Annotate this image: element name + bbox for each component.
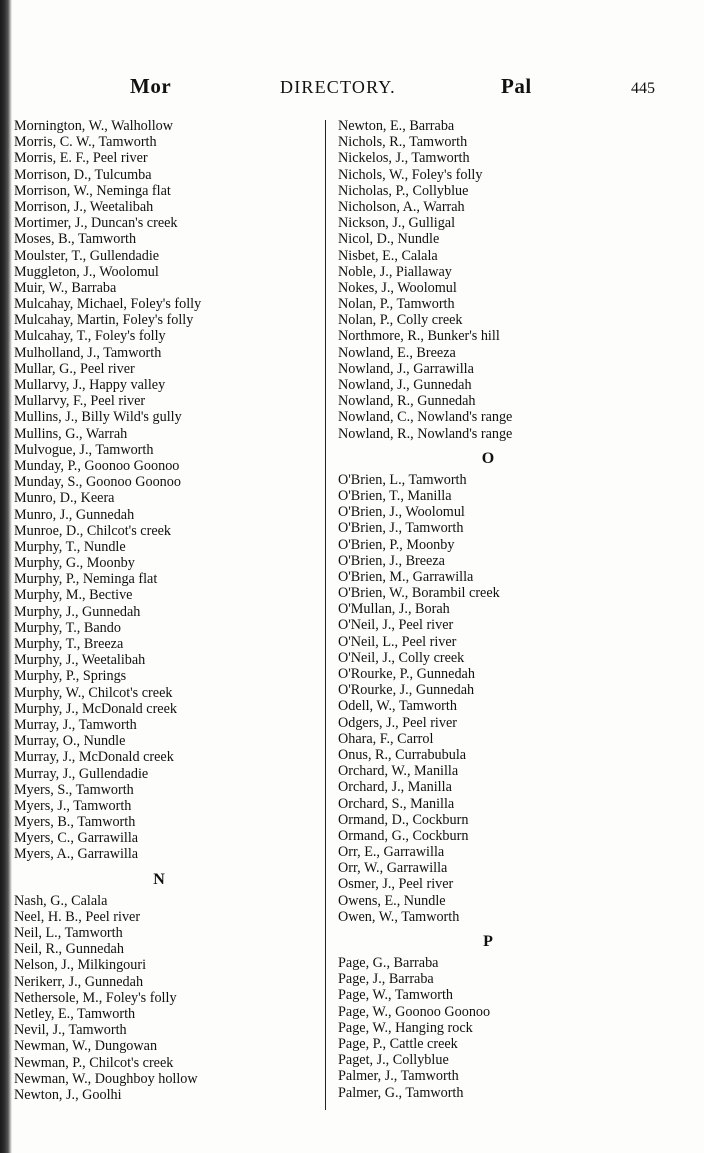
directory-entry: Nevil, J., Tamworth: [14, 1022, 127, 1039]
directory-entry: O'Rourke, P., Gunnedah: [338, 666, 475, 682]
directory-entry: O'Brien, J., Breeza: [338, 552, 445, 569]
directory-entry: Netley, E., Tamworth: [14, 1005, 136, 1022]
section-letter-p: P: [483, 933, 493, 950]
directory-entry: Onus, R., Currabubula: [338, 746, 467, 763]
directory-entry: Munroe, D., Chilcot's creek: [14, 522, 172, 539]
directory-entry: Nowland, R., Nowland's range: [338, 425, 513, 442]
directory-entry: Morrison, W., Neminga flat: [14, 182, 171, 199]
book-spine-shadow: [0, 0, 12, 1153]
directory-entry: O'Brien, J., Tamworth: [338, 520, 464, 537]
directory-entry: Mulcahay, T., Foley's folly: [14, 328, 166, 345]
directory-entry: Noble, J., Piallaway: [338, 263, 452, 280]
directory-entry: Mulcahay, Michael, Foley's folly: [14, 296, 202, 313]
directory-entry: Nickelos, J., Tamworth: [338, 150, 470, 167]
directory-entry: Munro, D., Keera: [14, 490, 115, 507]
entries-m-list: [14, 118, 314, 863]
left-column: [14, 118, 314, 1103]
directory-entry: Mullins, G., Warrah: [14, 425, 128, 442]
directory-entry: Nichols, R., Tamworth: [338, 134, 468, 151]
directory-entry: Munday, S., Goonoo Goonoo: [14, 474, 181, 491]
directory-entry: Page, W., Tamworth: [338, 987, 453, 1004]
directory-entry: Myers, S., Tamworth: [14, 781, 134, 798]
directory-entry: Orchard, W., Manilla: [338, 763, 459, 780]
directory-entry: Morris, C. W., Tamworth: [14, 134, 157, 151]
directory-entry: Nowland, J., Garrawilla: [338, 360, 474, 377]
directory-entry: Mortimer, J., Duncan's creek: [14, 215, 178, 232]
directory-entry: Nerikerr, J., Gunnedah: [14, 973, 144, 990]
directory-entry: Morrison, J., Weetalibah: [14, 198, 154, 215]
directory-entry: O'Neil, J., Colly creek: [338, 649, 465, 666]
directory-entry: Mulholland, J., Tamworth: [14, 344, 162, 361]
right-column: [338, 118, 638, 1101]
directory-entry: O'Brien, J., Woolomul: [338, 504, 465, 521]
directory-entry: Neil, L., Tamworth: [14, 925, 123, 941]
directory-entry: Morris, E. F., Peel river: [14, 150, 148, 167]
directory-entry: Osmer, J., Peel river: [338, 876, 454, 893]
directory-entry: Neel, H. B., Peel river: [14, 908, 141, 925]
directory-entry: Murray, O., Nundle: [14, 733, 126, 750]
directory-entry: Moses, B., Tamworth: [14, 231, 137, 248]
header-guide-word-left: Mor: [130, 74, 172, 98]
page-number: 445: [631, 80, 655, 97]
directory-entry: Mullins, J., Billy Wild's gully: [14, 409, 182, 426]
directory-entry: Murphy, J., McDonald creek: [14, 700, 177, 717]
directory-entry: Orchard, J., Manilla: [338, 779, 452, 796]
directory-entry: O'Brien, T., Manilla: [338, 487, 452, 504]
directory-entry: Murray, J., McDonald creek: [14, 749, 174, 766]
directory-entry: Nolan, P., Colly creek: [338, 312, 463, 329]
directory-entry: Newton, E., Barraba: [338, 118, 455, 134]
section-letter-o: O: [481, 449, 495, 467]
directory-entry: O'Neil, L., Peel river: [338, 633, 457, 650]
directory-entry: Newman, W., Dungowan: [14, 1038, 158, 1055]
directory-entry: O'Rourke, J., Gunnedah: [338, 682, 475, 699]
directory-entry: Murphy, T., Nundle: [14, 538, 126, 555]
directory-entry: Muggleton, J., Woolomul: [14, 263, 159, 280]
directory-entry: Newman, P., Chilcot's creek: [14, 1054, 174, 1071]
directory-entry: Murphy, J., Gunnedah: [14, 603, 141, 620]
directory-entry: Ohara, F., Carrol: [338, 730, 434, 747]
directory-entry: Nichols, W., Foley's folly: [338, 166, 483, 183]
directory-entry: Murphy, P., Neminga flat: [14, 571, 158, 588]
directory-entry: Nowland, E., Breeza: [338, 344, 456, 361]
directory-entry: Mulvogue, J., Tamworth: [14, 441, 154, 458]
directory-entry: O'Neil, J., Peel river: [338, 617, 454, 634]
directory-entry: Nolan, P., Tamworth: [338, 296, 455, 313]
directory-entry: Page, G., Barraba: [338, 955, 439, 971]
directory-entry: Murphy, G., Moonby: [14, 555, 135, 572]
directory-entry: Odell, W., Tamworth: [338, 698, 457, 715]
directory-entry: Orchard, S., Manilla: [338, 795, 455, 812]
directory-entry: Muir, W., Barraba: [14, 279, 117, 296]
directory-entry: Orr, E., Garrawilla: [338, 844, 445, 861]
directory-entry: O'Brien, P., Moonby: [338, 536, 455, 553]
directory-entry: Owens, E., Nundle: [338, 892, 446, 909]
directory-entry: Page, W., Hanging rock: [338, 1019, 473, 1036]
directory-entry: Murphy, T., Breeza: [14, 636, 124, 652]
directory-entry: Page, J., Barraba: [338, 971, 434, 988]
directory-entry: Munday, P., Goonoo Goonoo: [14, 457, 180, 474]
directory-entry: Moulster, T., Gullendadie: [14, 247, 160, 264]
directory-entry: Orr, W., Garrawilla: [338, 860, 448, 877]
directory-entry: Murphy, J., Weetalibah: [14, 652, 146, 669]
directory-entry: Newman, W., Doughboy hollow: [14, 1070, 198, 1087]
directory-entry: Nickson, J., Gulligal: [338, 215, 456, 232]
entries-n-list-continued: [338, 118, 638, 442]
directory-entry: Mullarvy, J., Happy valley: [14, 377, 166, 393]
directory-entry: O'Brien, M., Garrawilla: [338, 568, 474, 585]
directory-entry: Myers, J., Tamworth: [14, 797, 132, 814]
directory-entry: Murray, J., Tamworth: [14, 716, 137, 733]
directory-entry: Page, W., Goonoo Goonoo: [338, 1003, 491, 1020]
entries-p-list: [338, 955, 638, 1101]
column-divider: [325, 120, 326, 1110]
directory-entry: Neil, R., Gunnedah: [14, 941, 124, 958]
directory-entry: Murphy, P., Springs: [14, 668, 127, 685]
header-title: DIRECTORY.: [280, 77, 396, 97]
directory-entry: Murray, J., Gullendadie: [14, 765, 149, 782]
directory-entry: Myers, C., Garrawilla: [14, 830, 139, 847]
directory-entry: Palmer, J., Tamworth: [338, 1068, 459, 1085]
directory-entry: Murphy, W., Chilcot's creek: [14, 684, 173, 701]
entries-o-list: [338, 472, 638, 925]
directory-entry: Mulcahay, Martin, Foley's folly: [14, 312, 194, 329]
directory-entry: Nowland, C., Nowland's range: [338, 409, 513, 426]
directory-entry: Page, P., Cattle creek: [338, 1035, 458, 1052]
directory-entry: Morrison, D., Tulcumba: [14, 166, 152, 183]
directory-entry: Nash, G., Calala: [14, 892, 108, 909]
directory-entry: Northmore, R., Bunker's hill: [338, 328, 500, 345]
directory-entry: Owen, W., Tamworth: [338, 908, 460, 925]
directory-entry: Paget, J., Collyblue: [338, 1052, 449, 1069]
directory-entry: Nokes, J., Woolomul: [338, 279, 457, 296]
directory-entry: Nicholson, A., Warrah: [338, 198, 465, 215]
directory-entry: Murphy, T., Bando: [14, 619, 121, 636]
directory-entry: O'Brien, W., Borambil creek: [338, 585, 500, 602]
directory-entry: Mornington, W., Walhollow: [14, 118, 173, 134]
header-guide-word-right: Pal: [501, 74, 532, 98]
section-letter-n: N: [153, 870, 165, 888]
directory-entry: O'Brien, L., Tamworth: [338, 471, 467, 488]
directory-entry: O'Mullan, J., Borah: [338, 601, 450, 618]
directory-entry: Nowland, R., Gunnedah: [338, 393, 476, 410]
directory-entry: Mullarvy, F., Peel river: [14, 393, 146, 410]
directory-entry: Newton, J., Goolhi: [14, 1086, 122, 1103]
directory-entry: Nicol, D., Nundle: [338, 231, 440, 248]
directory-entry: Odgers, J., Peel river: [338, 714, 457, 731]
directory-entry: Nisbet, E., Calala: [338, 247, 438, 264]
directory-entry: Nicholas, P., Collyblue: [338, 182, 469, 199]
directory-entry: Nethersole, M., Foley's folly: [14, 989, 177, 1006]
entries-n-list: [14, 893, 314, 1103]
directory-entry: Nowland, J., Gunnedah: [338, 377, 472, 393]
directory-entry: Munro, J., Gunnedah: [14, 506, 135, 523]
directory-entry: Ormand, D., Cockburn: [338, 811, 469, 828]
directory-entry: Ormand, G., Cockburn: [338, 827, 469, 844]
directory-entry: Myers, A., Garrawilla: [14, 846, 139, 863]
directory-entry: Nelson, J., Milkingouri: [14, 957, 147, 974]
directory-entry: Murphy, M., Bective: [14, 587, 133, 604]
directory-entry: Palmer, G., Tamworth: [338, 1084, 464, 1101]
directory-entry: Mullar, G., Peel river: [14, 360, 135, 377]
directory-entry: Myers, B., Tamworth: [14, 814, 136, 831]
